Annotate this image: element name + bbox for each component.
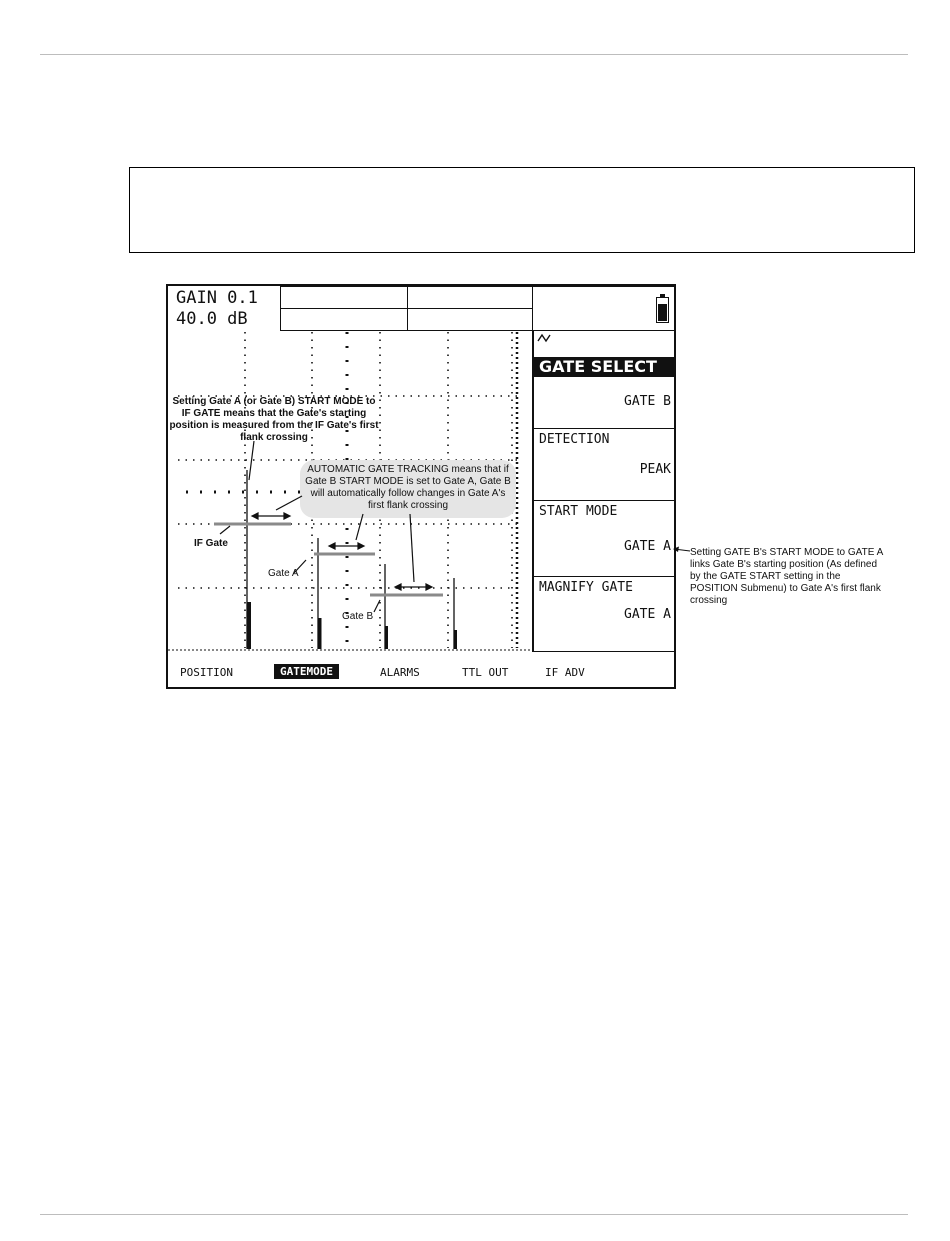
magnify-gate-label: MAGNIFY GATE <box>539 580 633 595</box>
gain-label: GAIN 0.1 <box>176 288 258 308</box>
waveform-icon <box>537 332 553 344</box>
detection-value: PEAK <box>639 462 671 477</box>
magnify-gate-value: GATE A <box>624 607 671 622</box>
bottom-rule <box>40 1214 908 1215</box>
gate-select-header[interactable]: GATE SELECT <box>534 357 676 377</box>
start-mode-value: GATE A <box>624 539 671 554</box>
header-box-4 <box>407 308 533 331</box>
gate-select-value: GATE B <box>624 394 671 409</box>
header-box-3 <box>280 308 408 331</box>
gate-b-label: Gate B <box>342 611 374 622</box>
start-mode-label: START MODE <box>539 504 618 519</box>
if-gate-note: Setting Gate A (or Gate B) START MODE to IF GATE means that the Gate's starting position is measured from the IF Gate's first flank crossing <box>169 396 379 443</box>
menu-alarms[interactable]: ALARMS <box>380 666 420 679</box>
menu-ttl-out[interactable]: TTL OUT <box>462 666 509 679</box>
battery-icon <box>656 297 669 323</box>
header-box-2 <box>407 286 533 309</box>
if-gate-label: IF Gate <box>194 538 228 549</box>
gate-select-item[interactable] <box>534 377 676 428</box>
magnify-gate-item[interactable] <box>534 576 676 652</box>
gate-menu-panel <box>532 330 676 652</box>
detection-label: DETECTION <box>539 432 610 447</box>
top-rule <box>40 54 908 55</box>
header-box-1 <box>280 286 408 309</box>
start-mode-callout-arrow <box>672 545 692 555</box>
gain-value: 40.0 dB <box>176 309 248 329</box>
tracking-note: AUTOMATIC GATE TRACKING means that if Gate B START MODE is set to Gate A, Gate B will automatically follow changes in Gate A's first flank crossing <box>305 464 511 511</box>
start-mode-note: Setting GATE B's START MODE to GATE A links Gate B's starting position (As defined by the GATE START setting in the POSITION Submenu) to Gate A's first flank crossing <box>690 547 883 606</box>
menu-if-adv[interactable]: IF ADV <box>545 666 585 679</box>
header-box-right <box>532 286 676 331</box>
menu-gatemode[interactable]: GATEMODE <box>274 664 339 679</box>
start-mode-item[interactable] <box>534 500 676 576</box>
menu-position[interactable]: POSITION <box>180 666 233 679</box>
instrument-screen <box>166 284 676 689</box>
echo-peaks <box>247 602 457 649</box>
note-box <box>129 167 915 253</box>
detection-item[interactable] <box>534 428 676 500</box>
gate-a-label: Gate A <box>268 568 299 579</box>
gain-readout <box>176 288 258 330</box>
